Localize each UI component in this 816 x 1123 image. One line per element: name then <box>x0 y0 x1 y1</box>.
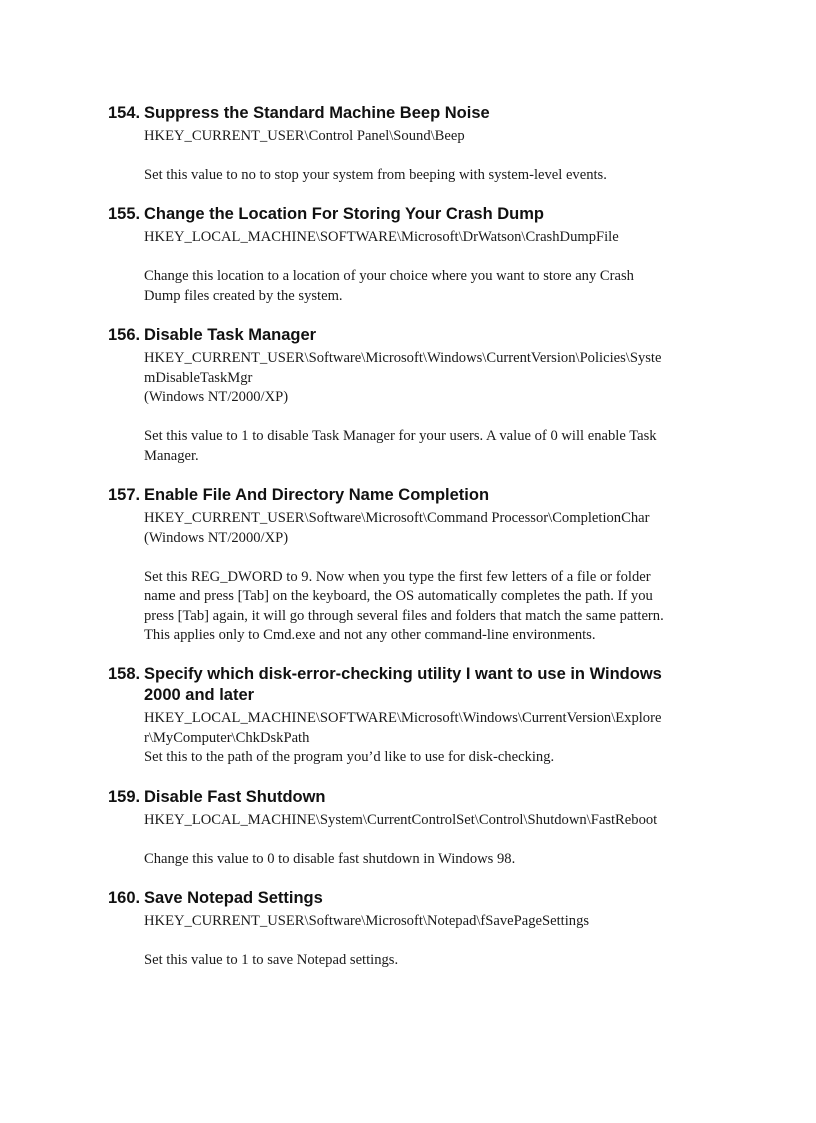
title-line: Enable File And Directory Name Completion <box>144 486 490 504</box>
entry-heading <box>108 664 728 706</box>
registry-key: HKEY_CURRENT_USER\Software\Microsoft\Notepad\fSavePageSettings <box>144 913 590 929</box>
entry-heading <box>108 888 728 909</box>
registry-key: HKEY_CURRENT_USER\Software\Microsoft\Windows\CurrentVersion\Policies\Syste <box>144 350 662 366</box>
entry-body <box>144 228 728 306</box>
entry-title <box>144 103 728 124</box>
registry-key: r\MyComputer\ChkDskPath <box>144 729 310 746</box>
entry-body <box>144 349 728 466</box>
entry-number: 157. <box>108 486 141 504</box>
description-line: Set this to the path of the program you’d like to use for disk-checking. <box>144 749 555 765</box>
registry-key: HKEY_CURRENT_USER\Control Panel\Sound\Beep <box>144 128 465 144</box>
entry-body <box>144 912 728 971</box>
entry-title <box>144 888 728 909</box>
entry-154 <box>108 103 728 186</box>
description-line: Set this value to no to stop your system from beeping with system-level events. <box>144 167 607 183</box>
entry-title <box>144 204 728 225</box>
description-line: Set this value to 1 to disable Task Manager for your users. A value of 0 will enable Task <box>144 428 657 444</box>
entry-number: 155. <box>108 205 141 223</box>
description-line: Manager. <box>144 447 199 464</box>
entry-title <box>144 325 728 346</box>
description-line: This applies only to Cmd.exe and not any other command-line environments. <box>144 627 596 643</box>
entry-heading <box>108 485 728 506</box>
description-line: Dump files created by the system. <box>144 287 343 304</box>
title-line: Save Notepad Settings <box>144 889 323 907</box>
registry-key: HKEY_LOCAL_MACHINE\SOFTWARE\Microsoft\DrWatson\CrashDumpFile <box>144 229 619 245</box>
entry-157 <box>108 485 728 646</box>
entry-number: 156. <box>108 326 141 344</box>
description-line: name and press [Tab] on the keyboard, the OS automatically completes the path. If you <box>144 588 653 604</box>
entry-number: 160. <box>108 889 141 907</box>
description-line: Set this value to 1 to save Notepad settings. <box>144 952 399 968</box>
entry-title <box>144 664 728 706</box>
title-line: Suppress the Standard Machine Beep Noise <box>144 104 490 122</box>
entry-158 <box>108 664 728 768</box>
title-line: 2000 and later <box>144 686 255 704</box>
entry-title <box>144 485 728 506</box>
entry-heading <box>108 103 728 124</box>
title-line: Change the Location For Storing Your Crash Dump <box>144 205 544 223</box>
title-line: Disable Fast Shutdown <box>144 788 326 806</box>
entry-body <box>144 509 728 646</box>
entry-number: 158. <box>108 665 141 683</box>
description-line: press [Tab] again, it will go through several files and folders that match the same pattern. <box>144 607 664 624</box>
description-line: Change this location to a location of your choice where you want to store any Crash <box>144 268 634 284</box>
os-note: (Windows NT/2000/XP) <box>144 389 289 405</box>
entry-155 <box>108 204 728 306</box>
entry-159 <box>108 787 728 870</box>
description-line: Set this REG_DWORD to 9. Now when you type the first few letters of a file or folder <box>144 568 651 585</box>
registry-key: HKEY_CURRENT_USER\Software\Microsoft\Command Processor\CompletionChar <box>144 510 650 526</box>
entry-156 <box>108 325 728 466</box>
os-note: (Windows NT/2000/XP) <box>144 529 289 546</box>
entry-body <box>144 811 728 870</box>
registry-key: HKEY_LOCAL_MACHINE\System\CurrentControlSet\Control\Shutdown\FastReboot <box>144 812 658 828</box>
entry-body <box>144 127 728 186</box>
registry-key: mDisableTaskMgr <box>144 369 253 386</box>
entry-number: 154. <box>108 104 141 122</box>
registry-key: HKEY_LOCAL_MACHINE\SOFTWARE\Microsoft\Windows\CurrentVersion\Explore <box>144 710 662 726</box>
entry-160 <box>108 888 728 971</box>
entry-heading <box>108 787 728 808</box>
entry-number: 159. <box>108 788 141 806</box>
title-line: Disable Task Manager <box>144 326 317 344</box>
title-line: Specify which disk-error-checking utility I want to use in Windows <box>144 665 662 683</box>
entry-body <box>144 709 728 768</box>
entry-title <box>144 787 728 808</box>
description-line: Change this value to 0 to disable fast shutdown in Windows 98. <box>144 851 516 867</box>
entry-heading <box>108 325 728 346</box>
entry-heading <box>108 204 728 225</box>
